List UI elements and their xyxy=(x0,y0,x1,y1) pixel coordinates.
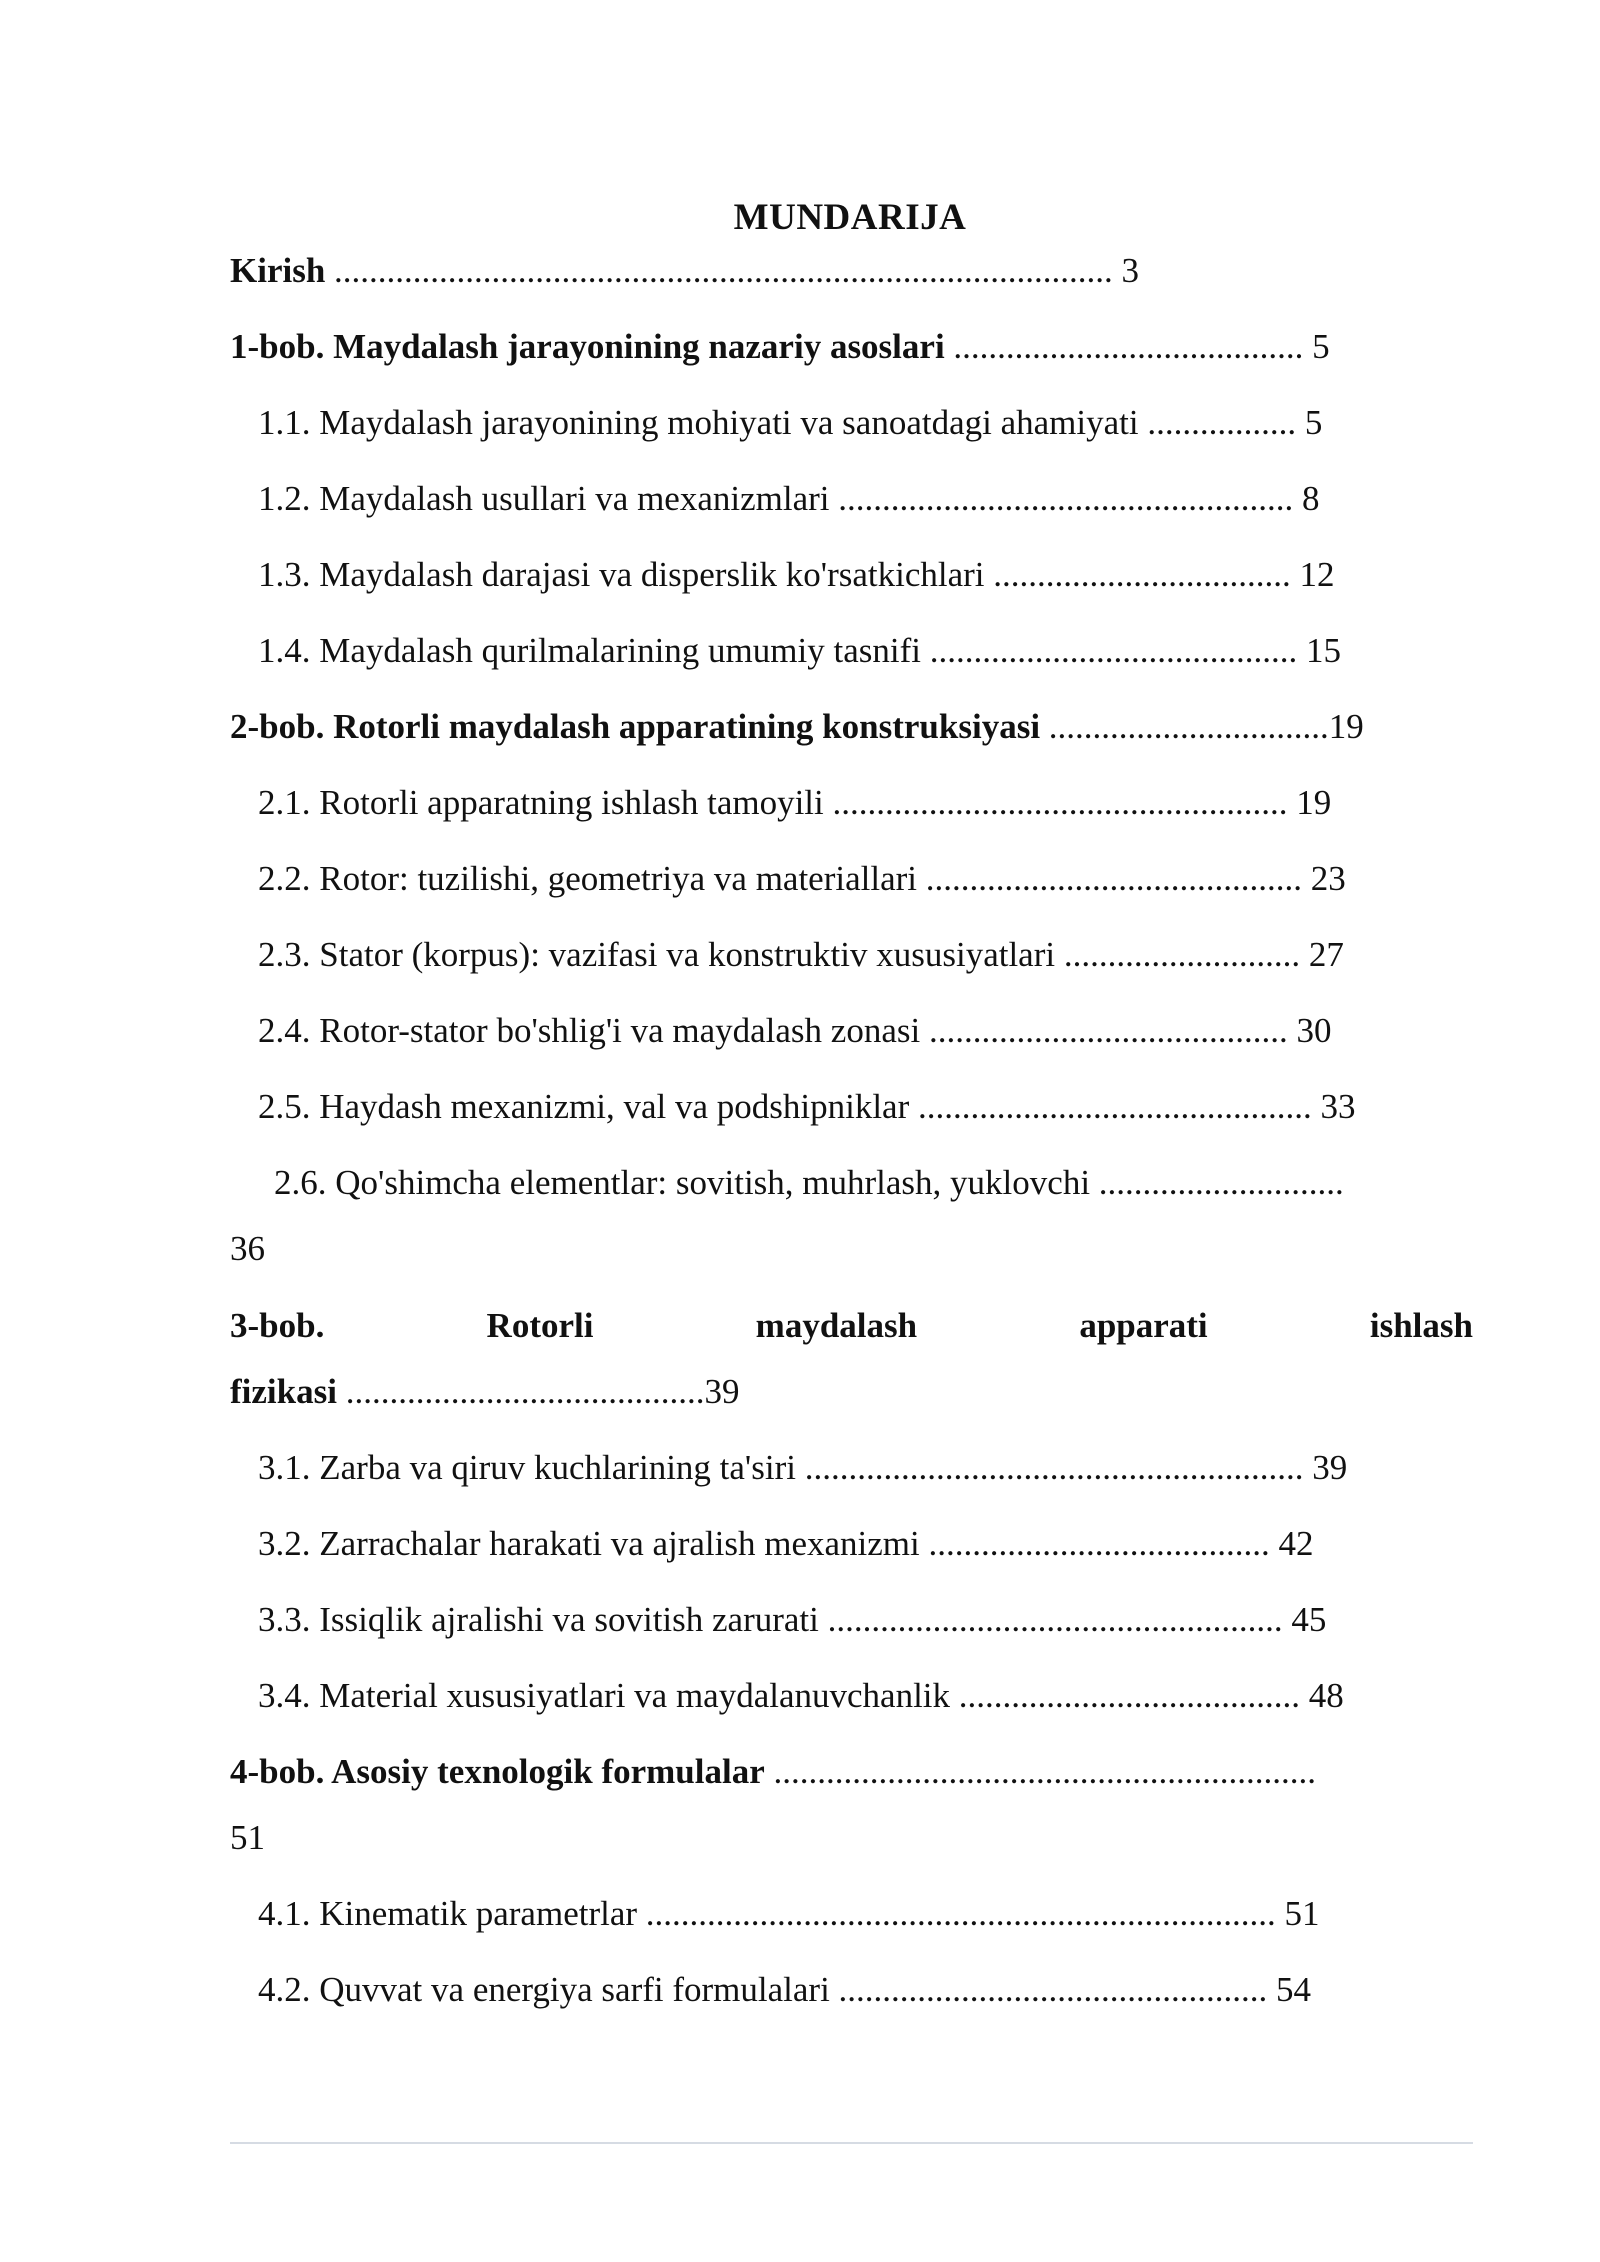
toc-title: MUNDARIJA xyxy=(733,197,967,238)
toc-section-1-1: 1.1. Maydalash jarayonining mohiyati va sanoatdagi ahamiyati ................. 5 xyxy=(258,403,1323,442)
toc-chapter-1 xyxy=(230,327,1330,367)
toc-section-2-6-page: 36 xyxy=(230,1229,265,1268)
toc-section-3-2: 3.2. Zarrachalar harakati va ajralish mexanizmi ....................................... 42 xyxy=(258,1524,1314,1563)
toc-chapter-word: ishlash xyxy=(1369,1306,1473,1345)
toc-chapter-2 xyxy=(230,707,1364,747)
footer-divider xyxy=(230,2142,1473,2144)
toc-section-3-1: 3.1. Zarba va qiruv kuchlarining ta'siri ......................................................... 39 xyxy=(258,1448,1348,1487)
toc-section-2-3: 2.3. Stator (korpus): vazifasi va konstruktiv xususiyatlari ........................... 27 xyxy=(258,935,1344,974)
toc-chapter-word: apparati xyxy=(1079,1306,1208,1345)
toc-section-2-4: 2.4. Rotor-stator bo'shlig'i va maydalash zonasi ......................................... 30 xyxy=(258,1011,1332,1050)
toc-entry-leader: ........................................ 5 xyxy=(944,327,1330,366)
toc-entry-leader: ................................19 xyxy=(1040,707,1364,746)
toc-entry-leader: ......................................................................................... 3 xyxy=(325,251,1140,290)
toc-section-4-1: 4.1. Kinematik parametrlar ........................................................................ 51 xyxy=(258,1894,1320,1933)
toc-chapter-label: 1-bob. Maydalash jarayonining nazariy asoslari xyxy=(230,327,945,366)
toc-section-1-2: 1.2. Maydalash usullari va mexanizmlari .................................................... 8 xyxy=(258,479,1320,518)
toc-chapter-4-page: 51 xyxy=(230,1818,265,1857)
toc-chapter-label: 4-bob. Asosiy texnologik formulalar xyxy=(230,1752,765,1791)
toc-section-2-1: 2.1. Rotorli apparatning ishlash tamoyili .................................................... 19 xyxy=(258,783,1332,822)
toc-section-2-5: 2.5. Haydash mexanizmi, val va podshipniklar ............................................. 33 xyxy=(258,1087,1356,1126)
toc-section-2-6: 2.6. Qo'shimcha elementlar: sovitish, muhrlash, yuklovchi ............................ xyxy=(274,1163,1344,1202)
toc-chapter-word: Rotorli xyxy=(486,1306,594,1345)
toc-entry-kirish xyxy=(230,251,1139,291)
toc-section-3-4: 3.4. Material xususiyatlari va maydalanuvchanlik ....................................... 48 xyxy=(258,1676,1344,1715)
toc-section-4-2: 4.2. Quvvat va energiya sarfi formulalari ................................................. 54 xyxy=(258,1970,1312,2009)
toc-chapter-label: 2-bob. Rotorli maydalash apparatining konstruksiyasi xyxy=(230,707,1041,746)
toc-section-1-3: 1.3. Maydalash darajasi va disperslik ko'rsatkichlari .................................. 12 xyxy=(258,555,1335,594)
toc-chapter-3-continued xyxy=(230,1372,739,1412)
toc-entry-label: Kirish xyxy=(230,251,326,290)
toc-section-2-2: 2.2. Rotor: tuzilishi, geometriya va materiallari ........................................... 23 xyxy=(258,859,1346,898)
toc-chapter-3 xyxy=(230,1306,1473,1346)
toc-chapter-label: fizikasi xyxy=(230,1372,337,1411)
toc-chapter-4 xyxy=(230,1752,1316,1792)
toc-section-3-3: 3.3. Issiqlik ajralishi va sovitish zarurati .................................................... 45 xyxy=(258,1600,1327,1639)
toc-entry-leader: .............................................................. xyxy=(764,1752,1317,1791)
toc-entry-leader: .........................................39 xyxy=(336,1372,740,1411)
toc-chapter-word: maydalash xyxy=(755,1306,918,1345)
toc-chapter-word: 3-bob. xyxy=(230,1306,325,1345)
toc-section-1-4: 1.4. Maydalash qurilmalarining umumiy tasnifi .......................................... 15 xyxy=(258,631,1341,670)
